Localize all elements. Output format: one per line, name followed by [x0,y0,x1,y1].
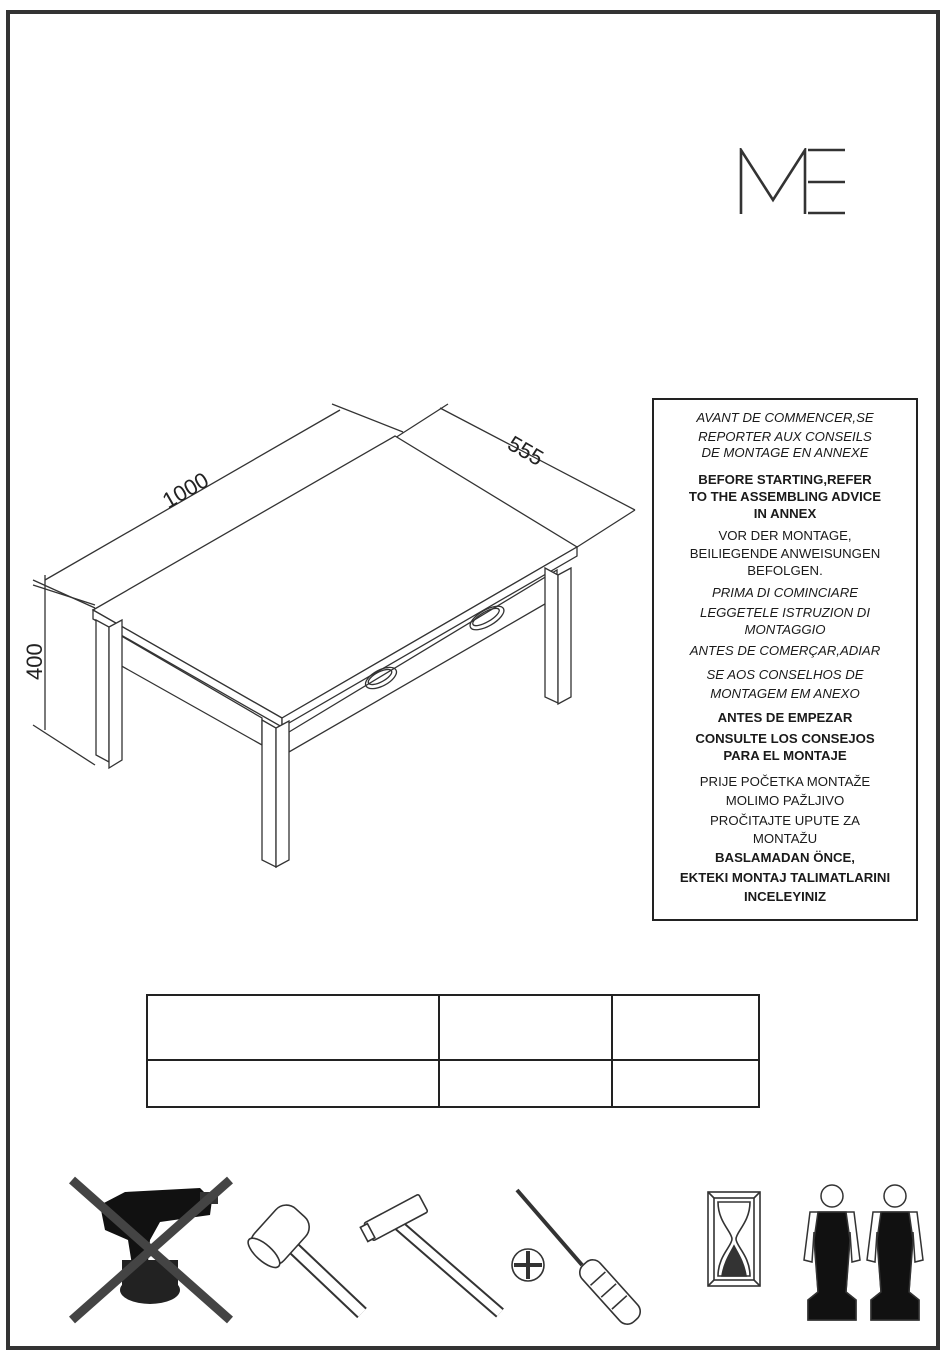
notice-it-2: LEGGETELE ISTRUZION DI [699,605,870,620]
info-table-cell [148,996,438,1059]
notice-pt-1: ANTES DE COMERÇAR,ADIAR [689,643,881,658]
info-table-cell [148,1061,438,1106]
notice-it-3: MONTAGGIO [744,622,826,637]
notice-tr-3: INCELEYINIZ [743,889,827,904]
notice-hr-4: MONTAŽU [752,831,818,846]
no-power-drill-icon [72,1180,230,1320]
mallet-icon [244,1199,362,1313]
notice-es-1: ANTES DE EMPEZAR [717,710,853,725]
notice-fr-2: REPORTER AUX CONSEILS [698,429,872,444]
phillips-screwdriver-icon [512,1190,644,1328]
notice-fr-1: AVANT DE COMMENCER,SE [696,410,874,425]
info-table-cell [613,1061,758,1106]
notice-de-3: BEFOLGEN. [747,563,823,578]
info-table-cell [440,1061,611,1106]
assembly-notice [652,398,918,921]
notice-fr-3: DE MONTAGE EN ANNEXE [701,445,869,460]
depth-label: 555 [503,430,548,471]
table-diagram [0,380,650,880]
notice-en-2: TO THE ASSEMBLING ADVICE [688,489,882,504]
notice-hr-2: MOLIMO PAŽLJIVO [725,793,845,808]
length-label: 1000 [158,467,213,514]
notice-en-1: BEFORE STARTING,REFER [698,472,872,487]
notice-es-2: CONSULTE LOS CONSEJOS [695,731,875,746]
notice-pt-3: MONTAGEM EM ANEXO [710,686,860,701]
notice-hr-1: PRIJE POČETKA MONTAŽE [699,774,871,789]
notice-de-2: BEILIEGENDE ANWEISUNGEN [689,546,881,561]
notice-es-3: PARA EL MONTAJE [723,748,847,763]
tools-row [0,1170,950,1340]
notice-de-1: VOR DER MONTAGE, [718,528,852,543]
hourglass-icon [708,1192,760,1286]
notice-tr-2: EKTEKI MONTAJ TALIMATLARINI [679,870,891,885]
brand-logo [738,148,848,216]
notice-it-1: PRIMA DI COMINCIARE [711,585,859,600]
notice-tr-1: BASLAMADAN ÖNCE, [715,850,855,865]
two-person-assembly-icon [804,1185,923,1320]
info-table-cell [613,996,758,1059]
height-label: 400 [22,643,47,680]
notice-en-3: IN ANNEX [753,506,817,521]
notice-hr-3: PROČITAJTE UPUTE ZA [710,813,860,828]
notice-pt-2: SE AOS CONSELHOS DE [706,667,864,682]
info-table [146,994,760,1108]
info-table-cell [440,996,611,1059]
hammer-icon [359,1194,500,1313]
